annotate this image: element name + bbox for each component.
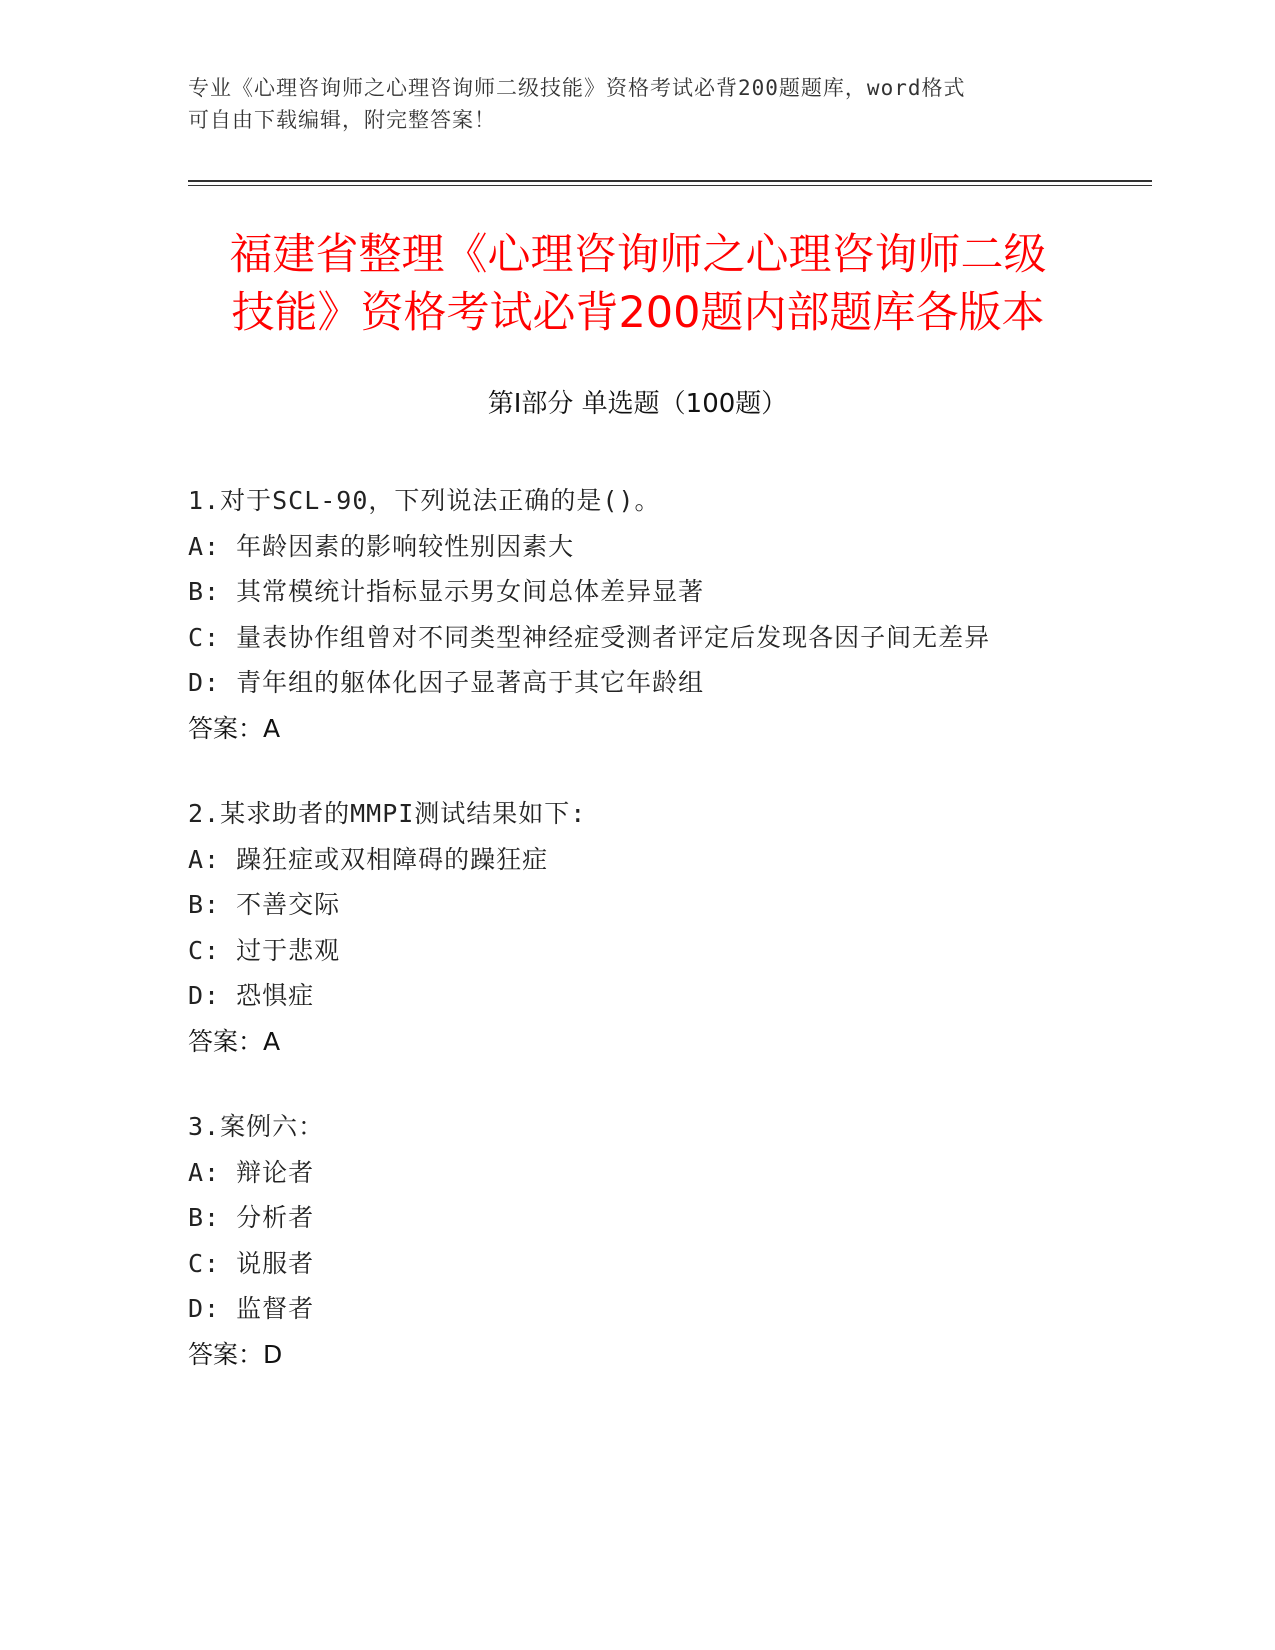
question-item — [188, 1104, 1108, 1377]
option-b: B: 分析者 — [188, 1203, 315, 1232]
section-heading: 第Ⅰ部分 单选题（100题） — [487, 389, 788, 419]
header-divider-thin — [188, 185, 1152, 186]
document-title — [188, 226, 1088, 342]
option-d: D: 监督者 — [188, 1294, 315, 1323]
question-stem: 3.案例六： — [188, 1112, 325, 1141]
option-a: A: 躁狂症或双相障碍的躁狂症 — [188, 844, 549, 874]
option-b: B: 其常模统计指标显示男女间总体差异显著 — [188, 577, 705, 606]
option-a: A: 辩论者 — [188, 1157, 315, 1187]
option-c: C: 量表协作组曾对不同类型神经症受测者评定后发现各因子间无差异 — [188, 622, 991, 652]
question-stem: 1.对于SCL-90，下列说法正确的是()。 — [188, 486, 661, 515]
option-c: C: 说服者 — [188, 1248, 315, 1278]
option-d: D: 青年组的躯体化因子显著高于其它年龄组 — [188, 668, 705, 697]
question-item — [188, 478, 1108, 751]
title-line-2: 技能》资格考试必背200题内部题库各版本 — [231, 288, 1045, 338]
option-d: D: 恐惧症 — [188, 981, 315, 1010]
header-line-1: 专业《心理咨询师之心理咨询师二级技能》资格考试必背200题题库，word格式 — [188, 76, 966, 100]
document-header — [188, 72, 1088, 136]
question-list — [188, 478, 1108, 1417]
option-c: C: 过于悲观 — [188, 935, 341, 965]
header-divider-thick — [188, 180, 1152, 182]
option-b: B: 不善交际 — [188, 890, 341, 919]
header-line-2: 可自由下载编辑，附完整答案！ — [188, 108, 496, 132]
question-stem: 2.某求助者的MMPI测试结果如下: — [188, 799, 587, 828]
answer-line: 答案：D — [188, 1339, 283, 1369]
option-a: A: 年龄因素的影响较性别因素大 — [188, 531, 575, 561]
question-item — [188, 791, 1108, 1064]
title-line-1: 福建省整理《心理咨询师之心理咨询师二级 — [229, 230, 1047, 280]
answer-line: 答案：A — [188, 713, 281, 743]
answer-line: 答案：A — [188, 1026, 281, 1056]
